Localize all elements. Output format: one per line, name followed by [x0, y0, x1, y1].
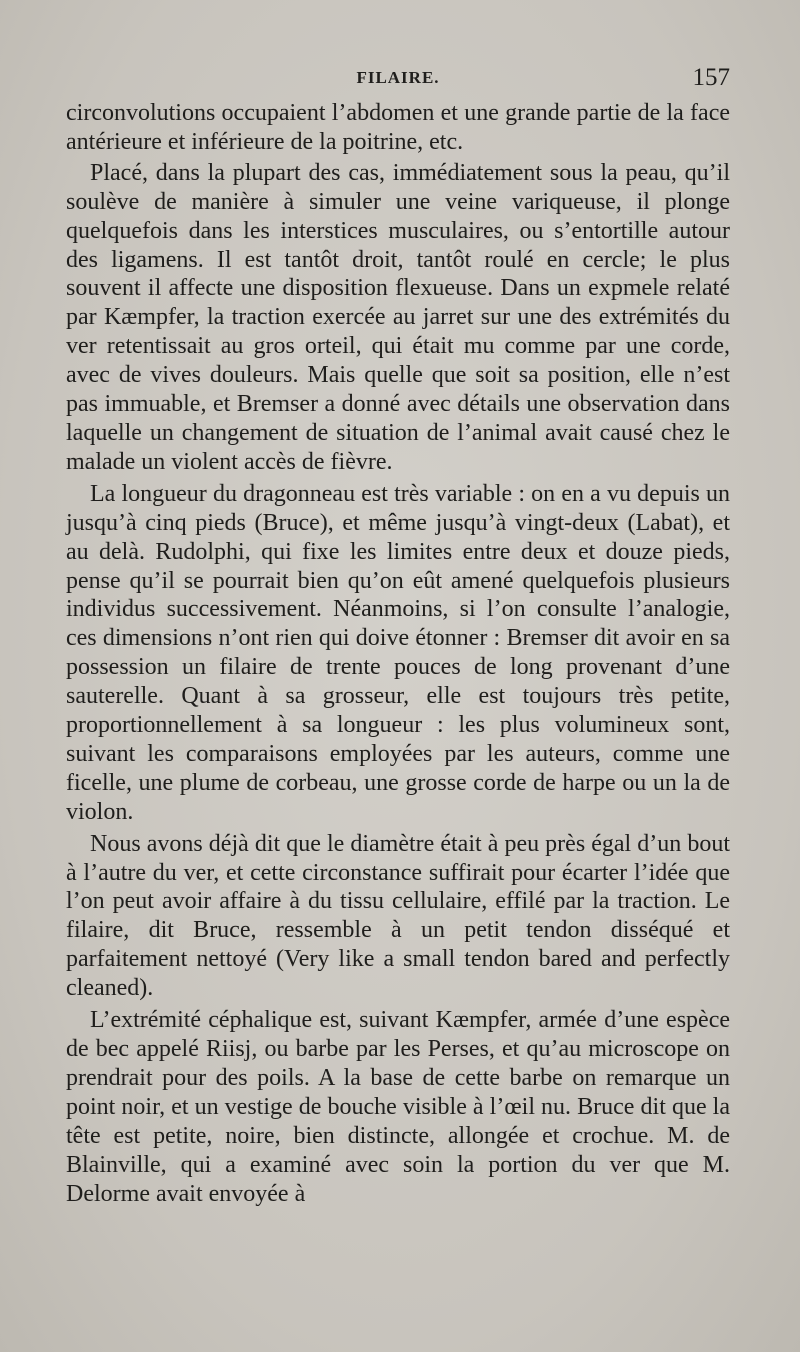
paragraph-4: Nous avons déjà dit que le diamètre était à peu près égal d’un bout à l’autre du ver, et cette circonstance suffirait pour écarter l’idée que l’on peut avoir affaire à du tissu cellulaire, effilé par la traction. Le filaire, dit Bruce, ressemble à un petit tendon disséqué et parfaitement nettoyé (Very like a small tendon bared and perfectly cleaned).: [66, 830, 730, 1002]
body-text: [66, 99, 730, 1208]
page-header: [66, 64, 730, 94]
paragraph-5: L’extrémité céphalique est, suivant Kæmpfer, armée d’une espèce de bec appelé Riisj, ou barbe par les Perses, et qu’au microscope on prendrait pour des poils. A la base de cette barbe on remarque un point noir, et un vestige de bouche visible à l’œil nu. Bruce dit que la tête est petite, noire, bien distincte, allongée et crochue. M. de Blainville, qui a examiné avec soin la portion du ver que M. Delorme avait envoyée à: [66, 1007, 730, 1207]
running-title: FILAIRE.: [356, 68, 440, 87]
paragraph-1: circonvolutions occupaient l’abdomen et une grande partie de la face antérieure et inférieure de la poitrine, etc.: [66, 100, 730, 155]
paragraph-2: Placé, dans la plupart des cas, immédiatement sous la peau, qu’il soulève de manière à simuler une veine variqueuse, il plonge quelquefois dans les interstices musculaires, ou s’entortille autour des ligamens. Il est tantôt droit, tantôt roulé en cercle; le plus souvent il affecte une disposition flexueuse. Dans un expmele relaté par Kæmpfer, la traction exercée au jarret sur une des extrémités du ver retentissait au gros orteil, qui était mu comme par une corde, avec de vives douleurs. Mais quelle que soit sa position, elle n’est pas immuable, et Bremser a donné avec détails une observation dans laquelle un changement de situation de l’animal avait causé chez le malade un violent accès de fièvre.: [66, 159, 730, 475]
page-number: 157: [692, 64, 730, 91]
paragraph-3: La longueur du dragonneau est très variable : on en a vu depuis un jusqu’à cinq pieds (Bruce), et même jusqu’à vingt-deux (Labat), et au delà. Rudolphi, qui fixe les limites entre deux et douze pieds, pense qu’il se pourrait bien qu’on eût amené quelquefois plusieurs individus successivement. Néanmoins, si l’on consulte l’analogie, ces dimensions n’ont rien qui doive étonner : Bremser dit avoir en sa possession un filaire de trente pouces de long provenant d’une sauterelle. Quant à sa grosseur, elle est toujours très petite, proportionnellement à sa longueur : les plus volumineux sont, suivant les comparaisons employées par les auteurs, comme une ficelle, une plume de corbeau, une grosse corde de harpe ou un la de violon.: [66, 480, 730, 825]
